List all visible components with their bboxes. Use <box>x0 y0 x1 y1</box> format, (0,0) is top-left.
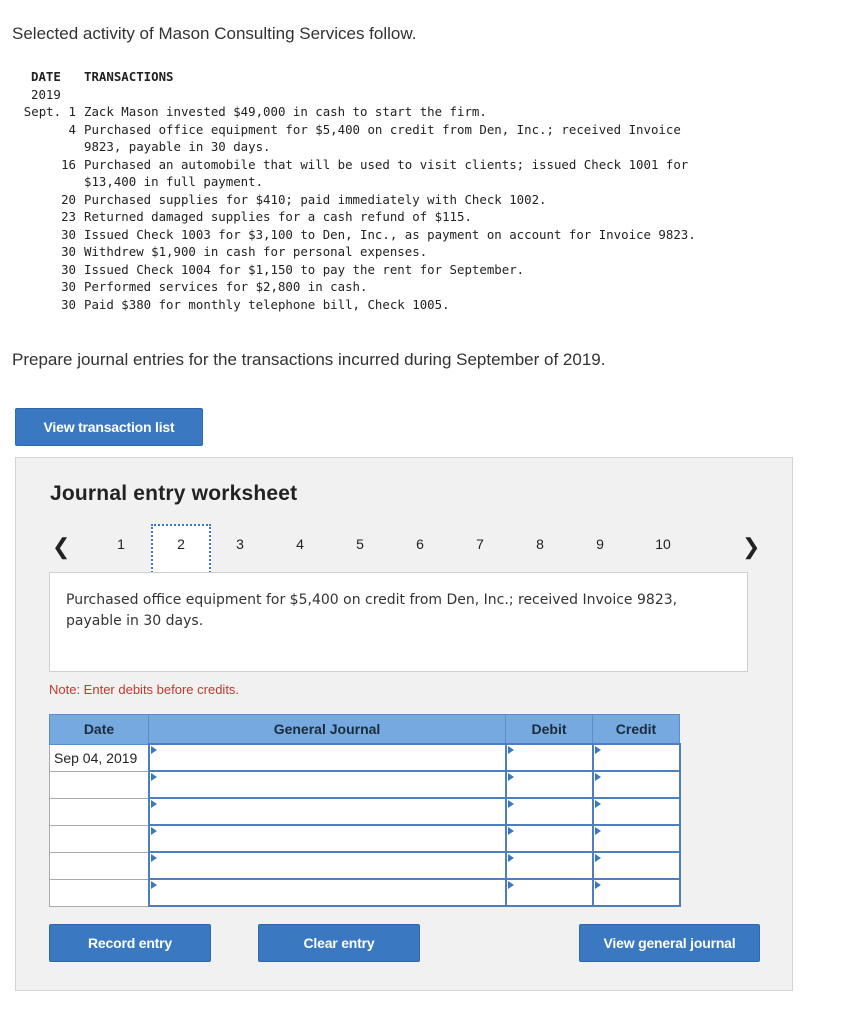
intro-text: Selected activity of Mason Consulting Services follow. <box>12 24 417 43</box>
view-general-journal-button[interactable]: View general journal <box>579 924 760 962</box>
page-1[interactable]: 1 <box>117 536 125 552</box>
date-cell <box>50 798 149 825</box>
worksheet-pager <box>16 524 794 576</box>
account-input[interactable] <box>149 744 506 771</box>
txn-text: Purchased an automobile that will be used to visit clients; issued Check 1001 for $13,400 in full payment. <box>84 156 689 189</box>
credit-input[interactable] <box>593 798 680 825</box>
account-input[interactable] <box>149 771 506 798</box>
txn-date: Sept. 1 <box>23 104 76 119</box>
page-6[interactable]: 6 <box>416 536 424 552</box>
debit-input[interactable] <box>506 798 593 825</box>
txn-text: Zack Mason invested $49,000 in cash to start the firm. <box>84 104 487 119</box>
debit-input[interactable] <box>506 852 593 879</box>
page-3[interactable]: 3 <box>236 536 244 552</box>
header-date: DATE <box>31 69 61 84</box>
txn-date: 23 <box>61 209 76 224</box>
txn-date: 30 <box>61 244 76 259</box>
date-cell <box>50 852 149 879</box>
debit-input[interactable] <box>506 825 593 852</box>
table-row <box>50 771 680 798</box>
txn-text: Purchased supplies for $410; paid immediately with Check 1002. <box>84 191 547 207</box>
year: 2019 <box>31 86 61 102</box>
header-debit: Debit <box>506 715 593 745</box>
date-cell <box>50 771 149 798</box>
table-row <box>50 744 680 771</box>
page-9[interactable]: 9 <box>596 536 604 552</box>
credit-input[interactable] <box>593 771 680 798</box>
page-10[interactable]: 10 <box>655 536 671 552</box>
chevron-left-icon[interactable]: ❮ <box>52 534 71 559</box>
txn-text: Withdrew $1,900 in cash for personal expenses. <box>84 244 428 259</box>
txn-date: 30 <box>61 279 76 294</box>
journal-table <box>49 714 681 907</box>
txn-date: 16 <box>61 156 76 172</box>
header-transactions: TRANSACTIONS <box>84 69 174 84</box>
note-text: Note: Enter debits before credits. <box>49 682 240 697</box>
date-cell <box>50 879 149 906</box>
transactions-list <box>12 68 744 313</box>
header-general-journal: General Journal <box>149 715 506 745</box>
debit-input[interactable] <box>506 744 593 771</box>
txn-date: 30 <box>61 296 76 312</box>
date-cell <box>50 825 149 852</box>
date-cell: Sep 04, 2019 <box>50 744 149 771</box>
table-row <box>50 852 680 879</box>
page-4[interactable]: 4 <box>296 536 304 552</box>
worksheet-title: Journal entry worksheet <box>50 482 298 505</box>
prompt-text: Prepare journal entries for the transactions incurred during September of 2019. <box>12 350 606 369</box>
txn-date: 30 <box>61 261 76 277</box>
txn-date: 20 <box>61 191 76 207</box>
header-date: Date <box>50 715 149 745</box>
account-input[interactable] <box>149 879 506 906</box>
transaction-description: Purchased office equipment for $5,400 on credit from Den, Inc.; received Invoice 9823, payable in 30 days. <box>49 572 748 672</box>
txn-date: 30 <box>61 226 76 242</box>
page-5[interactable]: 5 <box>356 536 364 552</box>
txn-text: Issued Check 1004 for $1,150 to pay the rent for September. <box>84 261 525 277</box>
record-entry-button[interactable]: Record entry <box>49 924 211 962</box>
account-input[interactable] <box>149 825 506 852</box>
view-transaction-list-button[interactable]: View transaction list <box>15 408 203 446</box>
clear-entry-button[interactable]: Clear entry <box>258 924 420 962</box>
page-8[interactable]: 8 <box>536 536 544 552</box>
txn-text: Issued Check 1003 for $3,100 to Den, Inc., as payment on account for Invoice 9823. <box>84 226 696 242</box>
page-7[interactable]: 7 <box>476 536 484 552</box>
debit-input[interactable] <box>506 879 593 906</box>
account-input[interactable] <box>149 798 506 825</box>
txn-text: Paid $380 for monthly telephone bill, Check 1005. <box>84 296 450 312</box>
txn-text: Purchased office equipment for $5,400 on credit from Den, Inc.; received Invoice 9823, payable in 30 days. <box>84 121 681 154</box>
page-2[interactable]: 2 <box>177 536 185 552</box>
journal-entry-worksheet <box>15 457 793 991</box>
credit-input[interactable] <box>593 852 680 879</box>
chevron-right-icon[interactable]: ❯ <box>742 534 761 559</box>
table-row <box>50 879 680 906</box>
debit-input[interactable] <box>506 771 593 798</box>
txn-text: Performed services for $2,800 in cash. <box>84 279 368 294</box>
account-input[interactable] <box>149 852 506 879</box>
header-credit: Credit <box>593 715 680 745</box>
credit-input[interactable] <box>593 825 680 852</box>
credit-input[interactable] <box>593 879 680 906</box>
table-row <box>50 798 680 825</box>
credit-input[interactable] <box>593 744 680 771</box>
txn-text: Returned damaged supplies for a cash refund of $115. <box>84 209 472 224</box>
table-row <box>50 825 680 852</box>
txn-date: 4 <box>68 121 76 137</box>
